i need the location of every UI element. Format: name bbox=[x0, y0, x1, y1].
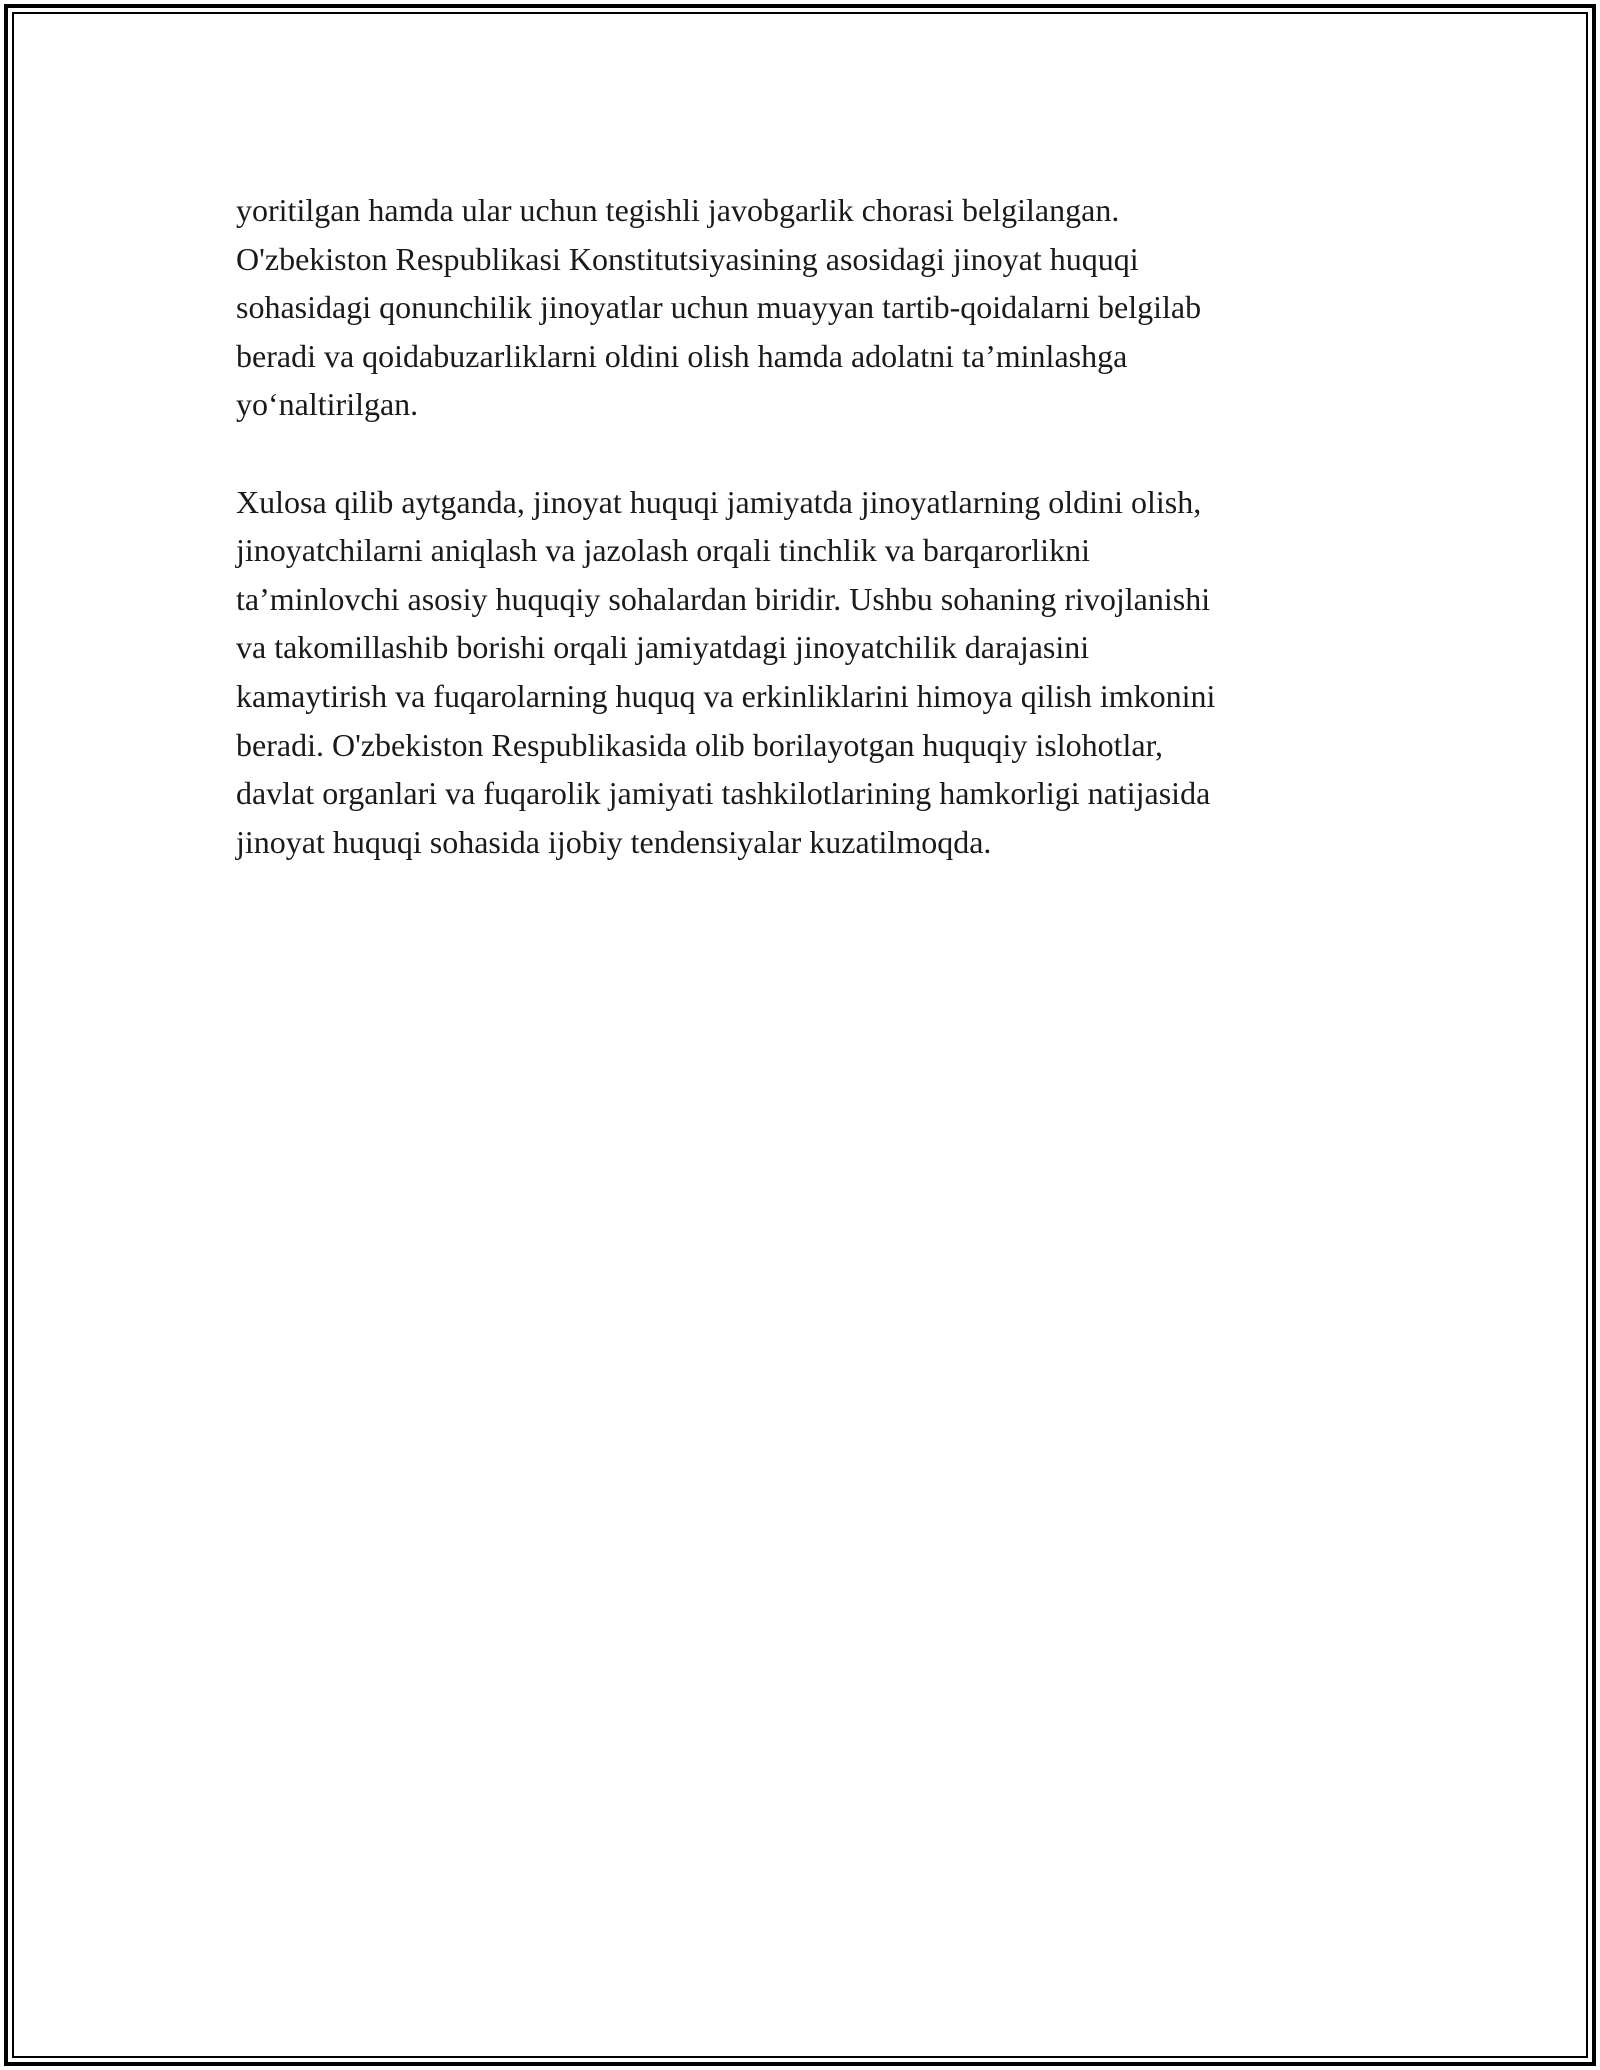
text-line: sohasidagi qonunchilik jinoyatlar uchun muayyan tartib-qoidalarni belgilab bbox=[236, 289, 1202, 326]
text-line: beradi va qoidabuzarliklarni oldini olish hamda adolatni ta’minlashga bbox=[236, 337, 1128, 374]
text-line: davlat organlari va fuqarolik jamiyati tashkilotlarining hamkorligi natijasida bbox=[236, 775, 1211, 812]
text-line: yo‘naltirilgan. bbox=[236, 386, 419, 423]
text-line: kamaytirish va fuqarolarning huquq va erkinliklarini himoya qilish imkonini bbox=[236, 677, 1216, 714]
paragraph-1 bbox=[236, 186, 1376, 429]
text-line: O'zbekiston Respublikasi Konstitutsiyasining asosidagi jinoyat huquqi bbox=[236, 240, 1139, 277]
text-line: Xulosa qilib aytganda, jinoyat huquqi jamiyatda jinoyatlarning oldini olish, bbox=[236, 483, 1202, 520]
text-line: va takomillashib borishi orqali jamiyatdagi jinoyatchilik darajasini bbox=[236, 629, 1090, 666]
text-line: beradi. O'zbekiston Respublikasida olib borilayotgan huquqiy islohotlar, bbox=[236, 726, 1163, 763]
text-line: jinoyatchilarni aniqlash va jazolash orqali tinchlik va barqarorlikni bbox=[236, 532, 1090, 569]
document-body bbox=[236, 186, 1376, 866]
text-line: ta’minlovchi asosiy huquqiy sohalardan biridir. Ushbu sohaning rivojlanishi bbox=[236, 580, 1211, 617]
text-line: yoritilgan hamda ular uchun tegishli javobgarlik chorasi belgilangan. bbox=[236, 192, 1120, 228]
paragraph-gap bbox=[236, 429, 1376, 478]
paragraph-2 bbox=[236, 478, 1376, 867]
text-line: jinoyat huquqi sohasida ijobiy tendensiyalar kuzatilmoqda. bbox=[236, 823, 992, 860]
